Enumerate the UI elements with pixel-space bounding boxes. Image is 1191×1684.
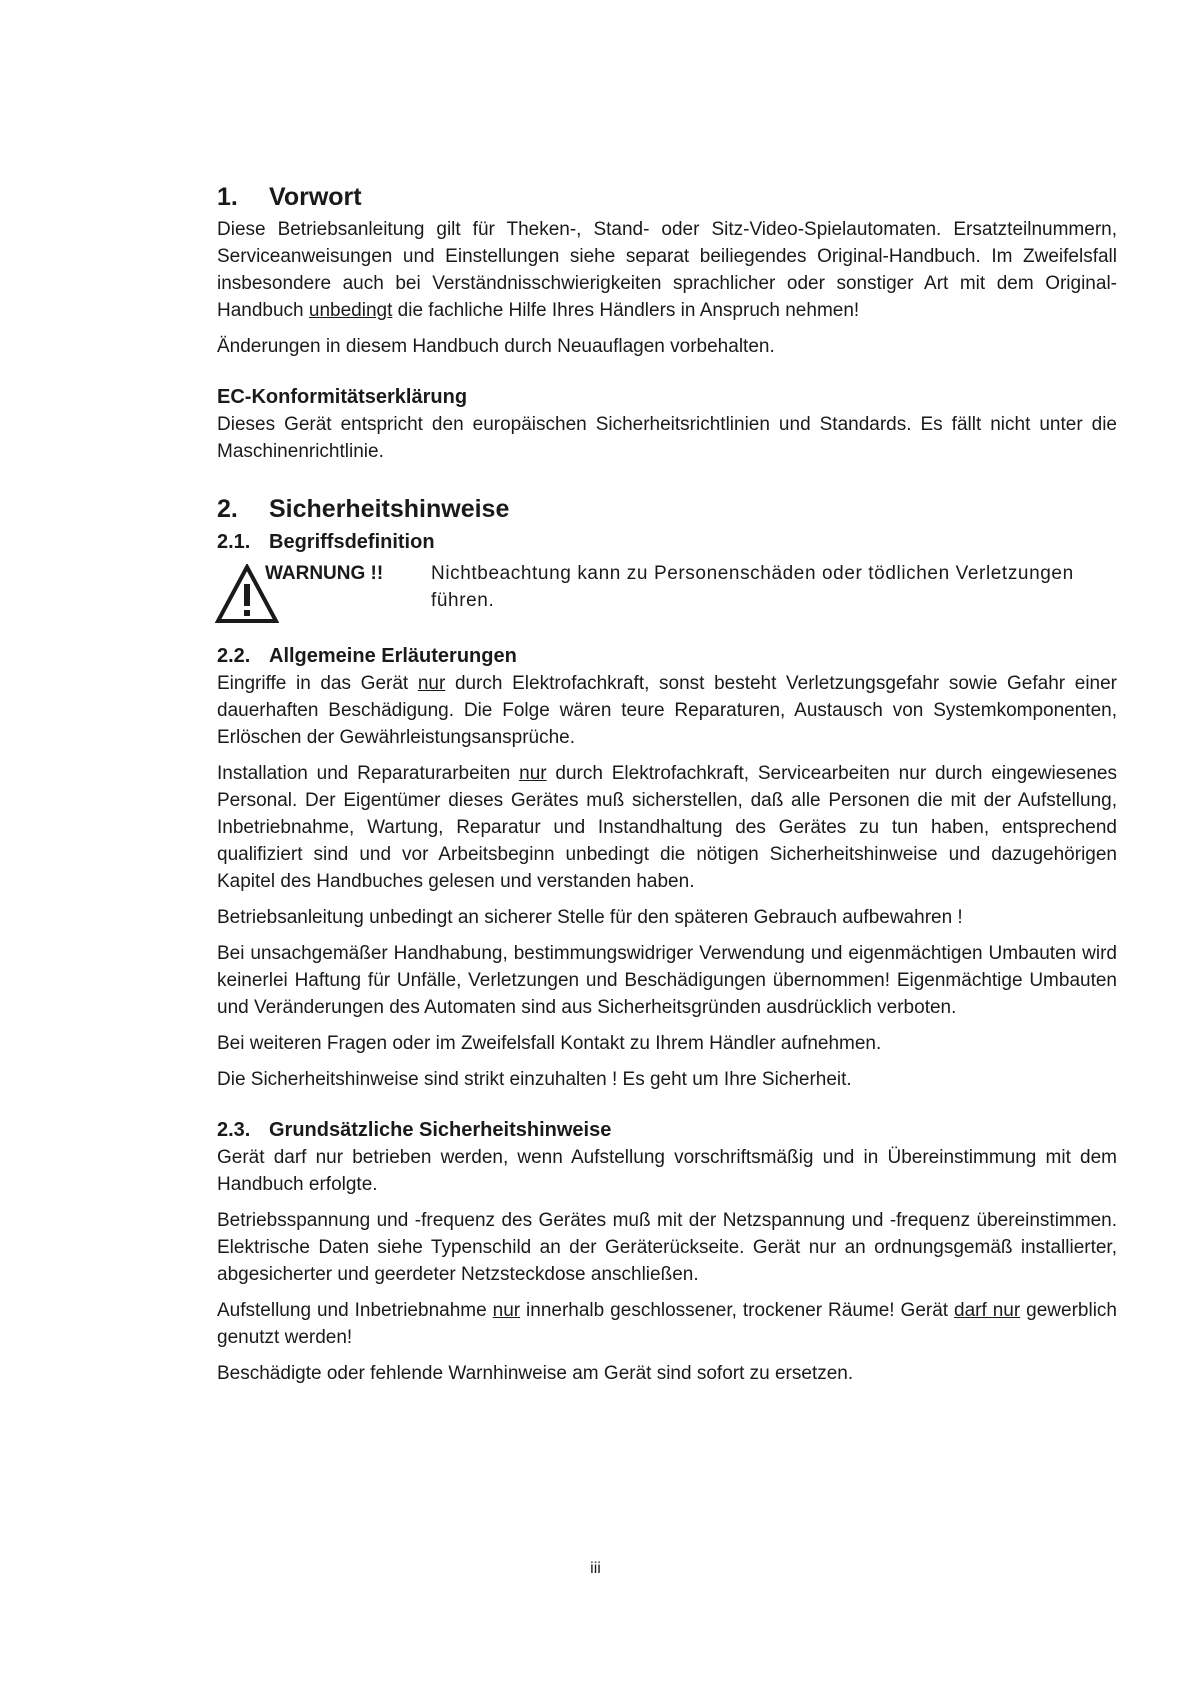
subsection-2-1-heading: 2.1. Begriffsdefinition [217, 531, 435, 553]
paragraph: Dieses Gerät entspricht den europäischen Sicherheitsrichtlinien und Standards. Es fällt nicht unter die Maschinenrichtlinie. [217, 414, 1117, 462]
paragraph: Installation und Reparaturarbeiten nur durch Elektrofachkraft, Servicearbeiten nur durch eingewiesenes Personal. Der Eigentümer dieses Gerätes muß sicherstellen, daß alle Personen die mit der Aufstellung, Inbetriebnahme, Wartung, Reparatur und Instandhaltung des Gerätes zu tun haben, entsprechend qualifiziert sind und vor Arbeitsbeginn unbedingt die nötigen Sicherheitshinweise und dazugehörigen Kapitel des Handbuches gelesen und verstanden haben. [217, 763, 1117, 892]
paragraph: Gerät darf nur betrieben werden, wenn Aufstellung vorschriftsmäßig und in Übereinstimmung mit dem Handbuch erfolgte. [217, 1147, 1117, 1195]
paragraph: Bei unsachgemäßer Handhabung, bestimmungswidriger Verwendung und eigenmächtigen Umbauten wird keinerlei Haftung für Unfälle, Verletzungen und Beschädigungen übernommen! Eigenmächtige Umbauten und Veränderungen des Automaten sind aus Sicherheitsgründen ausdrücklich verboten. [217, 943, 1117, 1018]
paragraph: Die Sicherheitshinweise sind strikt einzuhalten ! Es geht um Ihre Sicherheit. [217, 1069, 852, 1090]
page-number: iii [590, 1560, 601, 1577]
section-1-heading [217, 182, 1117, 212]
paragraph: Eingriffe in das Gerät nur durch Elektrofachkraft, sonst besteht Verletzungsgefahr sowie Gefahr einer dauerhaften Beschädigung. Die Folge wären teure Reparaturen, Austausch von Systemkomponenten, Erlöschen der Gewährleistungsansprüche. [217, 673, 1117, 748]
ec-heading: EC-Konformitätserklärung [217, 386, 468, 408]
warning-label: WARNUNG !! [265, 563, 384, 584]
section-2-heading [217, 494, 1117, 524]
document-page [217, 182, 1117, 1396]
section-title: Sicherheitshinweise [269, 495, 510, 523]
section-number: 2. [217, 495, 238, 523]
paragraph: Betriebsanleitung unbedingt an sicherer Stelle für den späteren Gebrauch aufbewahren ! [217, 907, 963, 928]
paragraph: Diese Betriebsanleitung gilt für Theken-, Stand- oder Sitz-Video-Spielautomaten. Ersatzteilnummern, Serviceanweisungen und Einstellungen siehe separat beiliegendes Original-Handbuch. Im Zweifelsfall insbesondere auch bei Verständnisschwierigkeiten sprachlicher oder sonstiger Art mit dem Original-Handbuch unbedingt die fachliche Hilfe Ihres Händlers in Anspruch nehmen! [217, 219, 1117, 321]
section-number: 1. [217, 183, 238, 211]
section-title: Vorwort [269, 183, 362, 211]
subsection-2-3-heading: 2.3. Grundsätzliche Sicherheitshinweise [217, 1119, 612, 1141]
paragraph: Änderungen in diesem Handbuch durch Neuauflagen vorbehalten. [217, 336, 775, 357]
paragraph: Beschädigte oder fehlende Warnhinweise am Gerät sind sofort zu ersetzen. [217, 1363, 854, 1384]
paragraph: Betriebsspannung und -frequenz des Gerätes muß mit der Netzspannung und -frequenz übereinstimmen. Elektrische Daten siehe Typenschild an der Geräterückseite. Gerät nur an ordnungsgemäß installierter, abgesicherter und geerdeter Netzsteckdose anschließen. [217, 1210, 1117, 1285]
warning-text: Nichtbeachtung kann zu Personenschäden oder tödlichen Verletzungen führen. [431, 563, 1074, 611]
warning-block [217, 560, 1117, 632]
paragraph: Aufstellung und Inbetriebnahme nur innerhalb geschlossener, trockener Räume! Gerät darf nur gewerblich genutzt werden! [217, 1300, 1117, 1348]
paragraph: Bei weiteren Fragen oder im Zweifelsfall Kontakt zu Ihrem Händler aufnehmen. [217, 1033, 882, 1054]
subsection-2-2-heading: 2.2. Allgemeine Erläuterungen [217, 645, 517, 667]
